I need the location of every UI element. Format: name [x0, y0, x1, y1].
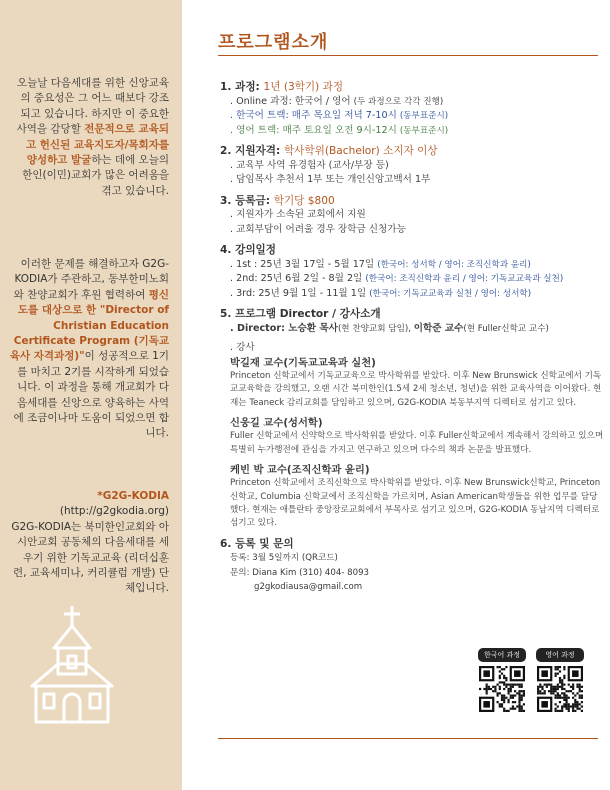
term-3-subjects: (한국어: 기독교교육과 실천 / 영어: 성서학): [369, 288, 532, 299]
registration-deadline: 등록: 3월 5일까지 (QR코드): [230, 553, 338, 564]
director-2: 이학준 교수: [413, 322, 464, 334]
program-text-a: 이러한 문제를 해결하고자 G2G-KODIA가 주관하고, 동부한미노회와 찬양교회가 후원 협력하여: [13, 258, 169, 301]
lecturer-3-name: 케빈 박 교수(조직신학과 윤리): [230, 463, 370, 476]
intro-text-b: 하는 데에 오늘의 한인(이민)교회가 많은 어려움을 겪고 있습니다.: [22, 154, 169, 197]
term-1: . 1st : 25년 3월 17일 - 5월 17일: [230, 258, 378, 270]
korean-qr-block: [478, 648, 526, 716]
lecturer-3-bio: Princeton 신학교에서 조직신학으로 박사학위를 받았다. 이후 New Brunswick신학교, Princeton 신학교, Columbia 신학교에서 조직신학을 가르치며, Asian American학생들을 위한 업무를 담당했다. 현재는 애틀란타 중앙장로교회에서 부목사로 섬기고 있으며, G2G-KODIA 동남지역 디렉터로 섬기고 있다.: [230, 478, 601, 529]
eligibility-line-1: . 교육부 사역 유경험자 (교사/부장 등): [230, 159, 389, 171]
lecturer-2-bio: Fuller 신학교에서 신약학으로 박사학위를 받았다. 이후 Fuller신학교에서 계속해서 강의하고 있으며 특별히 누가행전에 관심을 가지고 연구하고 있으며 다수의 책과 논문을 발표했다.: [230, 431, 604, 455]
title-divider: [218, 55, 598, 56]
bottom-divider: [218, 738, 598, 739]
section-course: [220, 80, 605, 138]
lecturer-1-bio: Princeton 신학교에서 기독교교육으로 박사학위를 받았다. 이후 New Brunswick 신학교에서 기독교교육학을 강의했고, 오랜 시간 북미한인(1.5세 2세 청소년, 청년)을 위한 교육사역을 이어왔다. 현재는 Teaneck 감리교회를 담임하고 있으며, G2G-KODIA 북동부지역 디렉터로 섬기고 있다.: [230, 371, 602, 408]
section-eligibility: [220, 144, 605, 188]
korean-track: . 한국어 트랙: 매주 목요일 저녁 7-10시: [230, 110, 400, 121]
director-1: 노승환 목사: [288, 322, 338, 334]
term-3: . 3rd: 25년 9월 1일 - 11월 1일: [230, 287, 370, 299]
main-panel: [200, 0, 610, 790]
tuition-line-2: . 교회부담이 어려울 경우 장학금 신청가능: [230, 223, 406, 235]
director-1-note: (현 찬양교회 담임),: [337, 323, 414, 334]
intro-text-a: 오늘날 다음세대를 위한 신앙교육의 중요성은 그 어느 때보다 강조되고 있습니다. 하지만 이 중요한 사역을 감당할: [16, 77, 169, 136]
course-heading: 1. 과정:: [220, 81, 264, 93]
term-1-subjects: (한국어: 성서학 / 영어: 조직신학과 윤리): [377, 259, 531, 270]
org-paragraph: [10, 489, 169, 597]
section-contact: [220, 537, 605, 595]
intro-highlight: 전문적으로 교육되고 헌신된 교육지도자/목회자를 양성하고 발굴: [25, 123, 169, 167]
program-content: [220, 80, 605, 601]
term-2-subjects: (한국어: 조직신학과 윤리 / 영어: 기독교교육과 실천): [365, 274, 564, 284]
course-value: 1년 (3학기) 과정: [263, 81, 344, 93]
section-schedule: [220, 243, 605, 301]
eligibility-line-2: . 담임목사 추천서 1부 또는 개인신앙고백서 1부: [230, 174, 431, 185]
english-qr-block: [536, 648, 584, 716]
online-course: . Online 과정: 한국어 / 영어: [230, 95, 354, 107]
schedule-heading: 4. 강의일정: [220, 244, 277, 256]
korean-tz: (동부표준시): [399, 111, 449, 121]
korean-qr-code[interactable]: [479, 666, 525, 712]
contact-phone: 문의: Diana Kim (310) 404- 8093: [230, 567, 370, 578]
director-heading: 5. 프로그램 Director / 강사소개: [220, 308, 381, 320]
org-url: (http://g2gkodia.org): [59, 505, 169, 518]
tuition-line-1: . 지원자가 소속된 교회에서 지원: [230, 209, 366, 220]
lecturer-label: . 강사: [230, 342, 255, 353]
program-text-b: 이 성공적으로 1기를 마치고 2기를 시작하게 되었습니다. 이 과정을 통해 개교회가 다음세대를 신앙으로 양육하는 사역에 조금이나마 도움이 되었으면 합니다.: [13, 350, 169, 440]
korean-qr-label: 한국어 과정: [478, 648, 526, 662]
org-description: G2G-KODIA는 북미한인교회와 아시안교회 공동체의 다음세대를 세우기 위한 기독교교육 (리더십훈련, 교육세미나, 커리큘럼 개발) 단체입니다.: [11, 520, 169, 595]
page-title: 프로그램소개: [218, 32, 329, 53]
tuition-heading: 3. 등록금:: [220, 194, 274, 207]
section-director: [220, 307, 605, 531]
english-qr-label: 영어 과정: [536, 648, 584, 662]
section-tuition: [220, 194, 605, 238]
online-note: (두 과정으로 각각 진행): [353, 96, 444, 107]
lecturer-2-name: 신웅길 교수(성서학): [230, 416, 323, 429]
tuition-value: 학기당 $800: [273, 194, 335, 207]
program-paragraph: [8, 257, 169, 442]
eligibility-heading: 2. 지원자격:: [220, 145, 284, 157]
org-brand: *G2G-KODIA: [97, 490, 169, 502]
contact-heading: 6. 등록 및 문의: [220, 537, 294, 550]
english-qr-code[interactable]: [537, 666, 583, 712]
lecturer-1-name: 박길재 교수(기독교교육과 실천): [230, 356, 376, 369]
eligibility-value: 학사학위(Bachelor) 소지자 이상: [283, 145, 438, 157]
program-highlight: 평신도를 대상으로 한 "Director of Christian Education Certificate Program (기독교육사 자격과정)": [9, 288, 169, 363]
sidebar: [0, 0, 182, 790]
director-2-note: (현 Fuller신학교 교수): [463, 323, 549, 334]
church-icon: [22, 604, 122, 724]
english-tz: (동부표준시): [399, 125, 449, 136]
director-label: . Director:: [230, 322, 289, 334]
contact-email[interactable]: g2gkodiausa@gmail.com: [254, 582, 363, 593]
term-2: . 2nd: 25년 6월 2일 - 8월 2일: [230, 273, 366, 284]
intro-paragraph: [14, 76, 169, 199]
english-track: . 영어 트랙: 매주 토요일 오전 9시-12시: [230, 124, 400, 136]
